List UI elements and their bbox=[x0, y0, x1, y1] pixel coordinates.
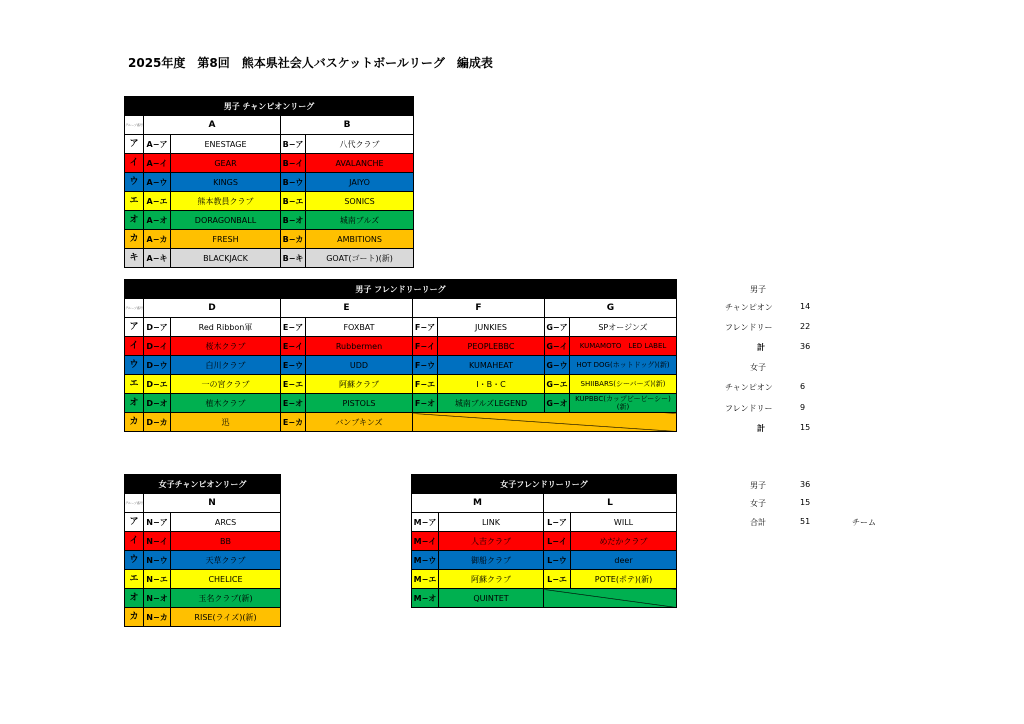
row-label: ア bbox=[125, 135, 144, 154]
row-label: ア bbox=[125, 513, 144, 532]
group-label: グループ番号 bbox=[125, 116, 144, 135]
team-code: E−イ bbox=[281, 337, 306, 356]
totals-women-count: 15 bbox=[800, 498, 811, 507]
team-code: M−ウ bbox=[412, 551, 439, 570]
team-code: A−エ bbox=[144, 192, 171, 211]
team-name: CHELICE bbox=[171, 570, 281, 589]
table-row bbox=[125, 154, 414, 173]
team-code: D−ア bbox=[144, 318, 171, 337]
empty-slot bbox=[544, 589, 677, 608]
table-row bbox=[412, 532, 677, 551]
team-name: FRESH bbox=[171, 230, 281, 249]
row-label: エ bbox=[125, 375, 144, 394]
table-row bbox=[125, 608, 281, 627]
summary-men-champion-count: 14 bbox=[800, 302, 811, 311]
column-header: G bbox=[545, 299, 677, 318]
team-code: M−ア bbox=[412, 513, 439, 532]
team-code: B−イ bbox=[281, 154, 306, 173]
summary-men-champion-label: チャンピオン bbox=[725, 303, 773, 312]
team-code: E−ウ bbox=[281, 356, 306, 375]
summary-women-champion-label: チャンピオン bbox=[725, 383, 773, 392]
team-name: 城南ブルズ bbox=[306, 211, 414, 230]
table-row bbox=[125, 356, 677, 375]
team-name: DORAGONBALL bbox=[171, 211, 281, 230]
row-label: カ bbox=[125, 608, 144, 627]
team-name: PEOPLEBBC bbox=[438, 337, 545, 356]
team-code: A−ア bbox=[144, 135, 171, 154]
row-label: カ bbox=[125, 230, 144, 249]
row-label: イ bbox=[125, 532, 144, 551]
team-code: F−ア bbox=[413, 318, 438, 337]
summary-men-heading: 男子 bbox=[750, 285, 766, 294]
mens-friendly-table bbox=[124, 279, 677, 432]
table-caption: 女子フレンドリーリーグ bbox=[412, 475, 677, 494]
team-code: N−ア bbox=[144, 513, 171, 532]
row-label: カ bbox=[125, 413, 144, 432]
summary-women-total-label: 計 bbox=[757, 424, 765, 433]
team-name: I・B・C bbox=[438, 375, 545, 394]
column-header: B bbox=[281, 116, 414, 135]
team-name: 桜木クラブ bbox=[171, 337, 281, 356]
team-code: N−イ bbox=[144, 532, 171, 551]
team-code: B−エ bbox=[281, 192, 306, 211]
column-header: N bbox=[144, 494, 281, 513]
row-label: オ bbox=[125, 211, 144, 230]
team-code: B−キ bbox=[281, 249, 306, 268]
row-label: エ bbox=[125, 570, 144, 589]
team-code: E−オ bbox=[281, 394, 306, 413]
team-name: QUINTET bbox=[439, 589, 544, 608]
table-row bbox=[125, 570, 281, 589]
team-name: WILL bbox=[571, 513, 677, 532]
summary-men-friendly-label: フレンドリー bbox=[725, 323, 773, 332]
team-name: JUNKIES bbox=[438, 318, 545, 337]
team-name: ENESTAGE bbox=[171, 135, 281, 154]
team-name: BB bbox=[171, 532, 281, 551]
team-code: G−ア bbox=[545, 318, 570, 337]
team-name: 阿蘇クラブ bbox=[439, 570, 544, 589]
team-code: G−オ bbox=[545, 394, 570, 413]
row-label: オ bbox=[125, 394, 144, 413]
group-label: グループ番号 bbox=[125, 299, 144, 318]
team-name: 白川クラブ bbox=[171, 356, 281, 375]
team-code: G−エ bbox=[545, 375, 570, 394]
team-name: Rubbermen bbox=[306, 337, 413, 356]
table-row bbox=[125, 532, 281, 551]
team-code: A−オ bbox=[144, 211, 171, 230]
team-code: A−ウ bbox=[144, 173, 171, 192]
team-name: HOT DOG(ホットドッグ)(新) bbox=[570, 356, 677, 375]
team-code: B−ア bbox=[281, 135, 306, 154]
team-code: D−ウ bbox=[144, 356, 171, 375]
totals-grand-count: 51 bbox=[800, 517, 811, 526]
team-name: 御船クラブ bbox=[439, 551, 544, 570]
team-name: SONICS bbox=[306, 192, 414, 211]
team-code: N−オ bbox=[144, 589, 171, 608]
team-code: N−ウ bbox=[144, 551, 171, 570]
page-title: 2025年度 第8回 熊本県社会人バスケットボールリーグ 編成表 bbox=[128, 56, 493, 70]
team-code: E−ア bbox=[281, 318, 306, 337]
table-row bbox=[125, 551, 281, 570]
team-code: B−カ bbox=[281, 230, 306, 249]
team-name: AVALANCHE bbox=[306, 154, 414, 173]
team-name: Red Ribbon軍 bbox=[171, 318, 281, 337]
team-name: deer bbox=[571, 551, 677, 570]
table-row bbox=[412, 570, 677, 589]
team-name: AMBITIONS bbox=[306, 230, 414, 249]
row-label: オ bbox=[125, 589, 144, 608]
table-row bbox=[412, 589, 677, 608]
table-row bbox=[125, 394, 677, 413]
team-name: SHIIBARS(シーバーズ)(新) bbox=[570, 375, 677, 394]
womens-friendly-table bbox=[411, 474, 677, 608]
team-code: G−イ bbox=[545, 337, 570, 356]
team-code: M−イ bbox=[412, 532, 439, 551]
table-row bbox=[412, 551, 677, 570]
team-name: バンブキンズ bbox=[306, 413, 413, 432]
row-label: ウ bbox=[125, 551, 144, 570]
row-label: イ bbox=[125, 154, 144, 173]
table-row bbox=[125, 589, 281, 608]
team-code: N−エ bbox=[144, 570, 171, 589]
team-name: RISE(ライズ)(新) bbox=[171, 608, 281, 627]
row-label: キ bbox=[125, 249, 144, 268]
table-row bbox=[125, 513, 281, 532]
team-code: F−イ bbox=[413, 337, 438, 356]
team-code: L−エ bbox=[544, 570, 571, 589]
team-code: G−ウ bbox=[545, 356, 570, 375]
totals-men-label: 男子 bbox=[750, 481, 766, 490]
team-name: KINGS bbox=[171, 173, 281, 192]
team-name: FOXBAT bbox=[306, 318, 413, 337]
team-name: GOAT(ゴート)(新) bbox=[306, 249, 414, 268]
table-row bbox=[125, 249, 414, 268]
table-caption: 女子チャンピオンリーグ bbox=[125, 475, 281, 494]
team-name: 迅 bbox=[171, 413, 281, 432]
team-name: 天草クラブ bbox=[171, 551, 281, 570]
table-row bbox=[125, 192, 414, 211]
row-label: ウ bbox=[125, 173, 144, 192]
table-row bbox=[125, 230, 414, 249]
team-code: L−イ bbox=[544, 532, 571, 551]
table-row bbox=[125, 135, 414, 154]
team-code: B−オ bbox=[281, 211, 306, 230]
table-caption: 男子 チャンピオンリーグ bbox=[125, 97, 414, 116]
team-name: 八代クラブ bbox=[306, 135, 414, 154]
summary-women-friendly-label: フレンドリー bbox=[725, 404, 773, 413]
team-name: POTE(ポテ)(新) bbox=[571, 570, 677, 589]
table-row bbox=[125, 173, 414, 192]
table-row bbox=[125, 337, 677, 356]
summary-men-friendly-count: 22 bbox=[800, 322, 811, 331]
team-name: LINK bbox=[439, 513, 544, 532]
team-name: ARCS bbox=[171, 513, 281, 532]
team-name: JAIYO bbox=[306, 173, 414, 192]
team-name: 玉名クラブ(新) bbox=[171, 589, 281, 608]
team-code: D−オ bbox=[144, 394, 171, 413]
team-name: KUMAMOTO LED LABEL bbox=[570, 337, 677, 356]
team-name: 一の宮クラブ bbox=[171, 375, 281, 394]
team-code: E−エ bbox=[281, 375, 306, 394]
row-label: エ bbox=[125, 192, 144, 211]
team-name: めだかクラブ bbox=[571, 532, 677, 551]
team-code: B−ウ bbox=[281, 173, 306, 192]
group-label: グループ番号 bbox=[125, 494, 144, 513]
row-label: ウ bbox=[125, 356, 144, 375]
summary-women-total-count: 15 bbox=[800, 423, 811, 432]
column-header: A bbox=[144, 116, 281, 135]
table-row bbox=[125, 413, 677, 432]
team-name: BLACKJACK bbox=[171, 249, 281, 268]
totals-men-count: 36 bbox=[800, 480, 811, 489]
summary-women-heading: 女子 bbox=[750, 363, 766, 372]
summary-men-total-label: 計 bbox=[757, 343, 765, 352]
column-header: L bbox=[544, 494, 677, 513]
team-name: 城南ブルズLEGEND bbox=[438, 394, 545, 413]
team-name: 人吉クラブ bbox=[439, 532, 544, 551]
table-caption: 男子 フレンドリーリーグ bbox=[125, 280, 677, 299]
womens-champion-table bbox=[124, 474, 281, 627]
team-code: D−エ bbox=[144, 375, 171, 394]
column-header: D bbox=[144, 299, 281, 318]
team-name: KUMAHEAT bbox=[438, 356, 545, 375]
column-header: M bbox=[412, 494, 544, 513]
table-row bbox=[412, 513, 677, 532]
summary-men-total-count: 36 bbox=[800, 342, 811, 351]
team-name: GEAR bbox=[171, 154, 281, 173]
team-code: M−オ bbox=[412, 589, 439, 608]
team-code: L−ア bbox=[544, 513, 571, 532]
team-code: A−イ bbox=[144, 154, 171, 173]
team-code: L−ウ bbox=[544, 551, 571, 570]
team-name: 植木クラブ bbox=[171, 394, 281, 413]
team-code: F−ウ bbox=[413, 356, 438, 375]
team-code: D−イ bbox=[144, 337, 171, 356]
team-name: UDD bbox=[306, 356, 413, 375]
team-code: A−キ bbox=[144, 249, 171, 268]
team-code: F−オ bbox=[413, 394, 438, 413]
totals-grand-label: 合計 bbox=[750, 518, 766, 527]
team-name: KUPBBC(カップビービーシー)(新) bbox=[570, 394, 677, 413]
team-name: 熊本教員クラブ bbox=[171, 192, 281, 211]
team-code: M−エ bbox=[412, 570, 439, 589]
summary-women-friendly-count: 9 bbox=[800, 403, 806, 412]
row-label: ア bbox=[125, 318, 144, 337]
mens-champion-table bbox=[124, 96, 414, 268]
column-header: F bbox=[413, 299, 545, 318]
team-name: 阿蘇クラブ bbox=[306, 375, 413, 394]
table-row bbox=[125, 318, 677, 337]
team-name: PISTOLS bbox=[306, 394, 413, 413]
column-header: E bbox=[281, 299, 413, 318]
empty-slot bbox=[413, 413, 677, 432]
team-code: A−カ bbox=[144, 230, 171, 249]
team-code: N−カ bbox=[144, 608, 171, 627]
team-code: F−エ bbox=[413, 375, 438, 394]
team-name: SPオージンズ bbox=[570, 318, 677, 337]
row-label: イ bbox=[125, 337, 144, 356]
totals-women-label: 女子 bbox=[750, 499, 766, 508]
totals-unit: チーム bbox=[852, 518, 876, 527]
team-code: D−カ bbox=[144, 413, 171, 432]
team-code: E−カ bbox=[281, 413, 306, 432]
summary-women-champion-count: 6 bbox=[800, 382, 806, 391]
table-row bbox=[125, 375, 677, 394]
table-row bbox=[125, 211, 414, 230]
